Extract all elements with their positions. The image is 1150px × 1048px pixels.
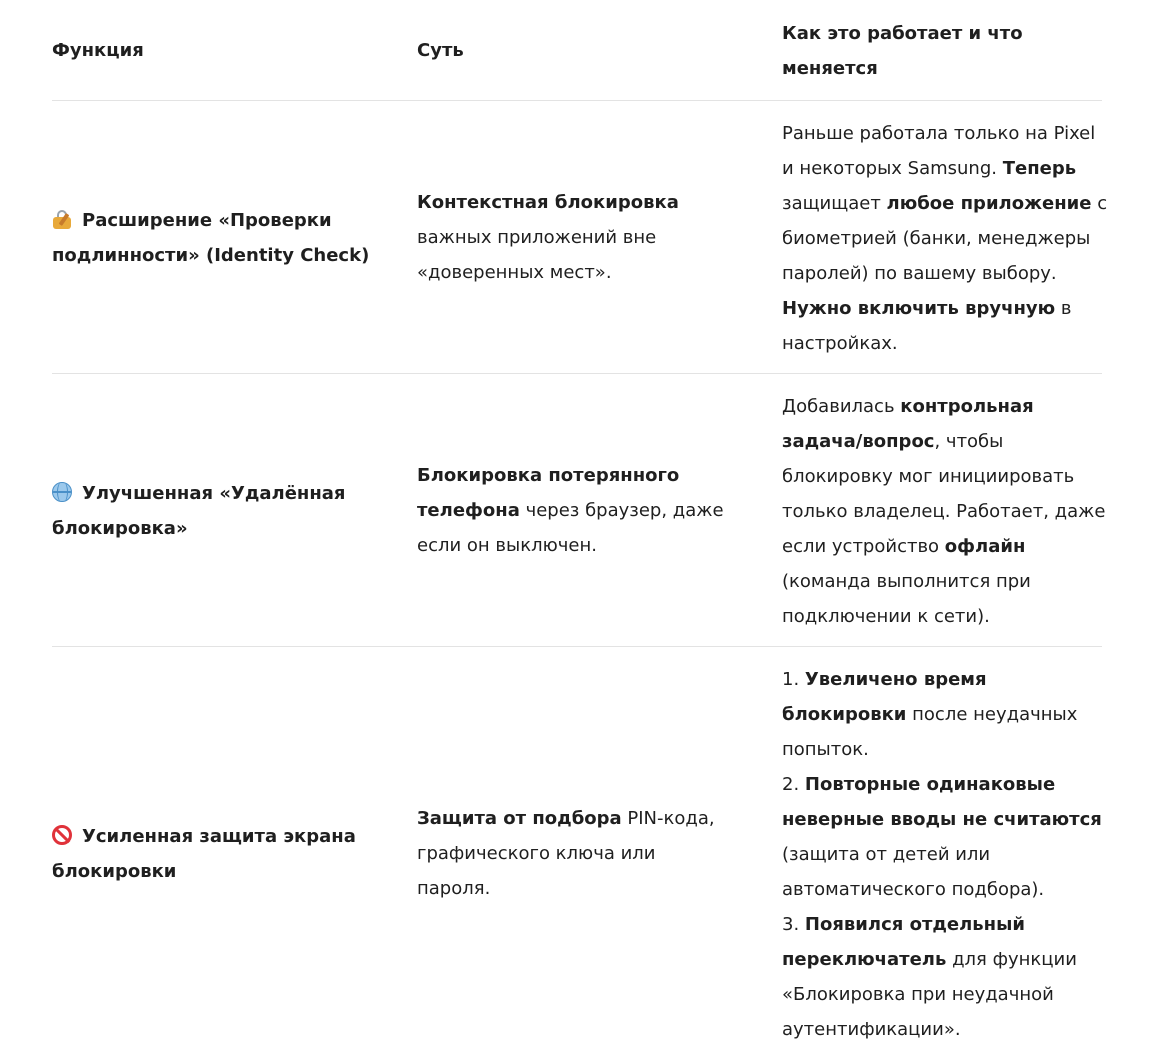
essence-text: Защита от подбора PIN-кода, графического ключа или пароля. bbox=[417, 808, 715, 899]
lock-with-pen-icon bbox=[52, 209, 72, 229]
function-title: Усиленная защита экрана блокировки bbox=[52, 826, 356, 882]
details-text: Добавилась контрольная задача/вопрос, чтобы блокировку мог инициировать только владелец. Работает, даже если устройство офлайн (команда выполнится при подключении к сети). bbox=[782, 396, 1106, 627]
essence-text: Блокировка потерянного телефона через браузер, даже если он выключен. bbox=[417, 465, 724, 556]
details-text: Раньше работала только на Pixel и некоторых Samsung. Теперь защищает любое приложение с биометрией (банки, менеджеры паролей) по вашему выбору. Нужно включить вручную в настройках. bbox=[782, 123, 1108, 354]
table-row bbox=[52, 647, 1102, 1048]
header-function: Функция bbox=[52, 40, 144, 61]
no-entry-icon bbox=[52, 825, 72, 845]
essence-text: Контекстная блокировка важных приложений вне «доверенных мест». bbox=[417, 192, 679, 283]
features-table bbox=[52, 0, 1108, 1048]
table-row bbox=[52, 101, 1108, 374]
header-how-it-works bbox=[782, 16, 1112, 86]
globe-icon bbox=[52, 482, 72, 502]
table-row bbox=[52, 374, 1106, 647]
table-header-row bbox=[52, 0, 1102, 101]
header-how-line1: Как это работает и что bbox=[782, 23, 1023, 44]
header-how-line2: меняется bbox=[782, 58, 878, 79]
function-title: Улучшенная «Удалённая блокировка» bbox=[52, 483, 346, 539]
function-title: Расширение «Проверки подлинности» (Identity Check) bbox=[52, 210, 370, 266]
details-text: 1. Увеличено время блокировки после неудачных попыток. 2. Повторные одинаковые неверные вводы не считаются (защита от детей или автоматического подбора). 3. Появился отдельный переключатель для функции «Блокировка при неудачной аутентификации». bbox=[782, 669, 1102, 1040]
header-essence: Суть bbox=[417, 40, 464, 61]
